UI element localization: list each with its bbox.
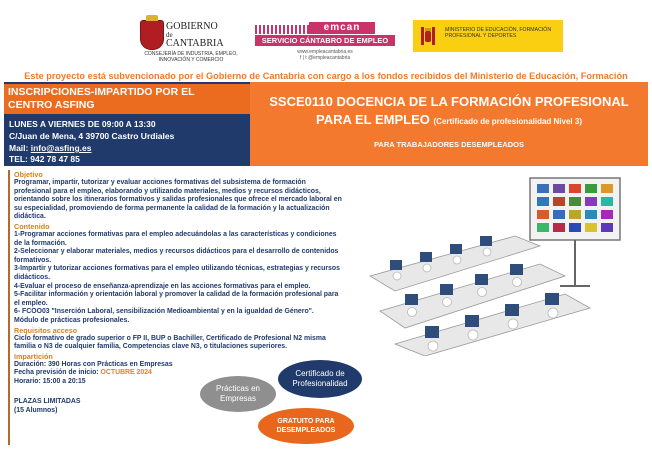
gobierno-logo-text: [166, 22, 224, 49]
inscripciones-line1: INSCRIPCIONES-IMPARTIDO POR EL: [8, 86, 195, 98]
contenido-item: 6- FCOO03 "Inserción Laboral, sensibilización Medioambiental y en la igualdad de Género".: [14, 308, 314, 316]
mail-label: Mail:: [9, 143, 31, 153]
subvencion-notice: Este proyecto está subvencionado por el Gobierno de Cantabria con cargo a los fondos recibidos del Ministerio de Educación, Formación: [24, 71, 628, 81]
inscripciones-heading: [4, 84, 250, 114]
contenido-item: 3-Impartir y tutorizar acciones formativas para el empleo utilizando técnicas, estrategias y recursos didácticos.: [14, 265, 340, 281]
contenido-item: 1-Programar acciones formativas para el empleo adecuándolas a las características y condiciones de la formación.: [14, 230, 337, 247]
inscripciones-line2: CENTRO ASFING: [8, 99, 95, 111]
gobierno-line2: de: [166, 31, 173, 39]
emcan-social: f | t @empleacantabria: [299, 55, 351, 61]
contenido-item: 4-Evaluar el proceso de enseñanza-aprendizaje en las acciones formativas para el empleo.: [14, 282, 311, 290]
inscripciones-panel: [4, 82, 250, 166]
ministerio-text: MINISTERIO DE EDUCACIÓN, FORMACIÓN PROFESIONAL Y DEPORTES: [445, 27, 552, 39]
requisitos-text: Ciclo formativo de grado superior o FP II, BUP o Bachiller, Certificado de Profesional N2 misma familia o N3 de cualquier familia, Competencias clave N3, o titulaciones superiores.: [14, 334, 326, 351]
certificado-badge: Certificado de Profesionalidad: [278, 360, 362, 398]
ministerio-logo: [413, 20, 563, 52]
gratuito-badge: GRATUITO PARA DESEMPLEADOS: [258, 408, 354, 444]
contenido-item: Módulo de prácticas profesionales.: [14, 316, 130, 324]
gobierno-line3: CANTABRIA: [166, 38, 224, 49]
objetivo-heading: Objetivo: [14, 170, 43, 179]
alumnos-count: (15 Alumnos): [14, 407, 58, 415]
tel-line: TEL: 942 78 47 85: [9, 154, 80, 164]
course-content: [8, 170, 344, 445]
contenido-item: 5-Facilitar información y orientación laboral y promover la calidad de la formación profesional para el empleo.: [14, 291, 339, 307]
contenido-heading: Contenido: [14, 221, 50, 231]
emcan-url: www.empleacantabria.es: [297, 49, 353, 55]
gobierno-line1: GOBIERNO: [166, 21, 218, 32]
spain-coat-of-arms-icon: [417, 24, 439, 48]
duracion-text: Duración: 390 Horas con Prácticas en Empresas: [14, 360, 173, 368]
mail-line: [9, 143, 91, 153]
fecha-value: OCTUBRE 2024: [100, 369, 152, 377]
direccion-line: C/Juan de Mena, 4 39700 Castro Urdiales: [9, 131, 175, 141]
course-title-line2: [250, 112, 648, 127]
mail-link[interactable]: info@asfing.es: [30, 143, 92, 153]
gobierno-shield-logo: [140, 20, 164, 50]
emcan-logo: [255, 21, 395, 47]
course-title-panel: [250, 82, 648, 166]
contenido-item: 2-Seleccionar y elaborar materiales, medios y recursos didácticos para el desarrollo de contenidos formativos.: [14, 248, 339, 264]
course-title-text: PARA EL EMPLEO: [316, 112, 430, 127]
objetivo-text: Programar, impartir, tutorizar y evaluar acciones formativas del subsistema de formación profesional para el empleo, elaborando y utilizando materiales, medios y recursos didácticos, orientando sobre los itinerarios formativos y salidas profesionales que ofrece el mercado laboral en su especialidad, promoviendo de forma permanente la calidad de la formación y la actualización didáctica.: [14, 179, 342, 221]
imparticion-heading: Impartición: [14, 351, 53, 361]
emcan-web: [270, 49, 380, 61]
consejeria-text: CONSEJERÍA DE INDUSTRIA, EMPLEO, INNOVACIÓN Y COMERCIO: [144, 51, 238, 63]
classroom-illustration: [365, 176, 645, 356]
emcan-wordmark: emcan: [309, 22, 375, 34]
course-title-line1: SSCE0110 DOCENCIA DE LA FORMACIÓN PROFESIONAL: [269, 94, 629, 109]
certificado-nivel: (Certificado de profesionalidad Nivel 3): [433, 117, 582, 126]
fecha-label: Fecha previsión de inicio:: [14, 369, 101, 377]
horario-line: LUNES A VIERNES DE 09:00 A 13:30: [9, 119, 156, 129]
practicas-badge: Prácticas en Empresas: [200, 376, 276, 412]
emcan-bar: SERVICIO CÁNTABRO DE EMPLEO: [255, 35, 395, 46]
emcan-stripes-icon: [255, 25, 309, 34]
plazas-limitadas: PLAZAS LIMITADAS: [14, 398, 81, 406]
requisitos-heading: Requisitos acceso: [14, 325, 78, 335]
horario-text: Horario: 15:00 a 20:15: [14, 377, 86, 385]
destinatarios: PARA TRABAJADORES DESEMPLEADOS: [373, 140, 524, 149]
